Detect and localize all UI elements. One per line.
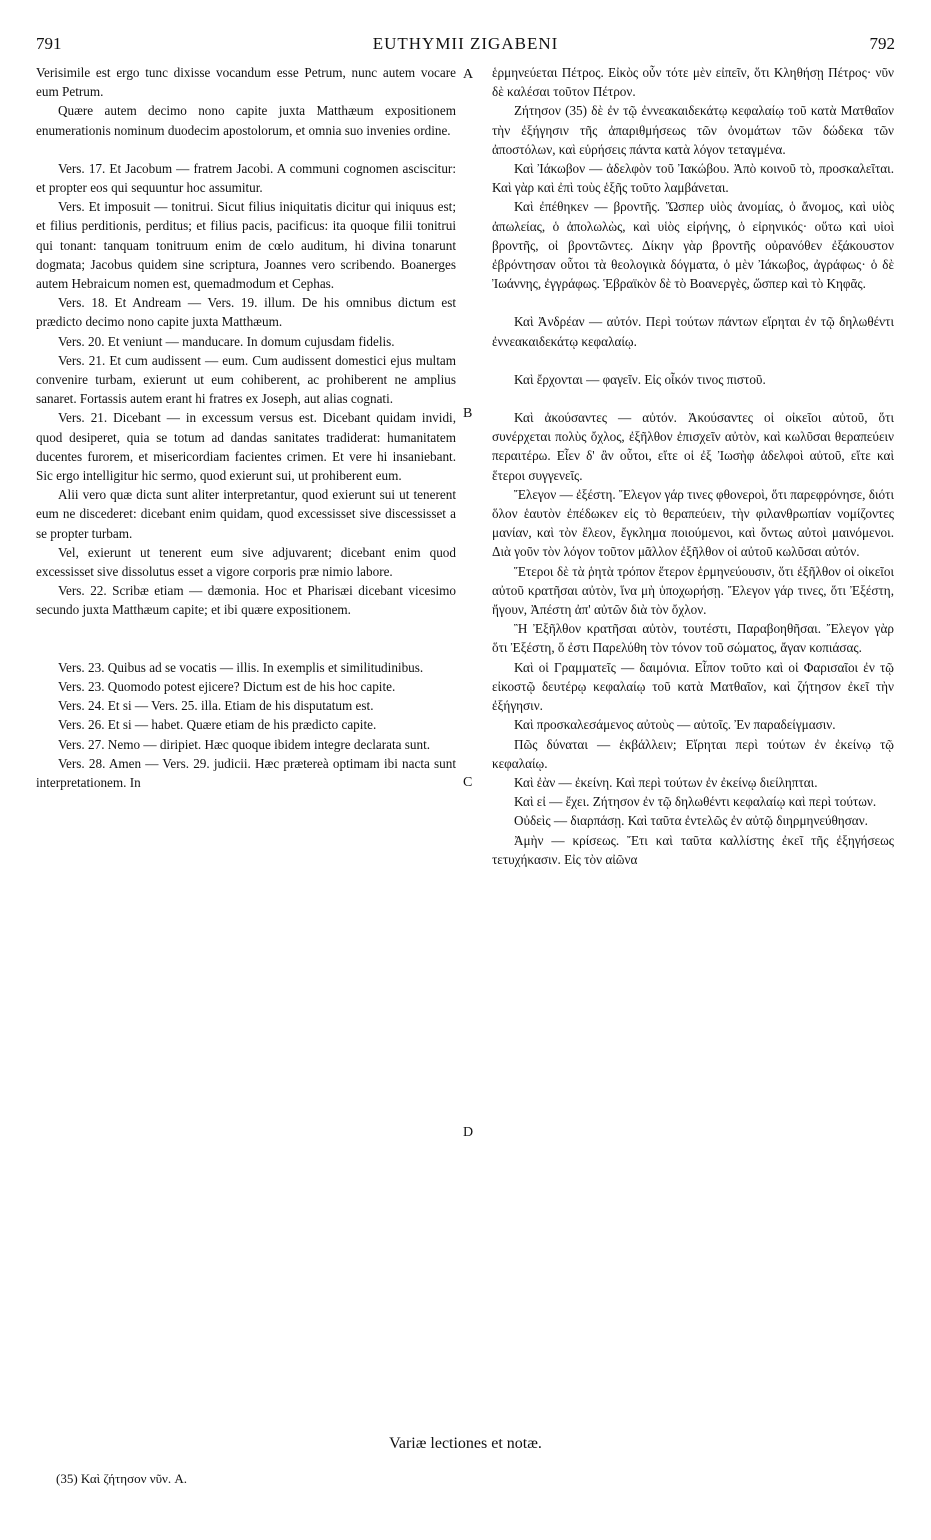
margin-letter-b: B xyxy=(463,406,473,421)
greek-paragraph: Καὶ ἀκούσαντες — αὐτόν. Ἀκούσαντες οἱ οἰκεῖοι αὐτοῦ, ὅτι συνέρχεται πολὺς ὄχλος, ἐξῆλθον ἐπισχεῖν αὐτὸν, καὶ κωλῦσαι θεραπεύειν περαιτέρω. Εἶεν δ' ἂν οὗτοι, εἴτε οἱ ἐξ Ἰωσὴφ ἀδελφοὶ αὐτοῦ, εἴτε καὶ ἕτεροι συγγενεῖς. xyxy=(492,410,894,483)
greek-paragraph: Καὶ Ἰάκωβον — ἀδελφὸν τοῦ Ἰακώβου. Ἀπὸ κοινοῦ τὸ, προσκαλεῖται. Καὶ γὰρ καὶ ἐπὶ τοὺς ἑξῆς τοῦτο λαμβάνεται. xyxy=(492,161,894,196)
greek-paragraph: Καὶ οἱ Γραμματεῖς — δαιμόνια. Εἶπον τοῦτο καὶ οἱ Φαρισαῖοι ἐν τῷ εἰκοστῷ δευτέρῳ κεφαλαίῳ τοῦ κατὰ Ματθαῖον, καὶ ζήτησον ἐκεῖ τὴν ἐξήγησιν. xyxy=(492,659,894,714)
margin-letter-d: D xyxy=(463,1125,474,1140)
paragraph-gap xyxy=(492,293,894,312)
latin-paragraph: Vers. 21. Et cum audissent — eum. Cum audissent domestici ejus multam convenire turbam, exierunt ut eum cohiberent, ac prohiberent ne amplius sanaret. Fortassis autem erant hi fratres ex Joseph, aut alias cognati. xyxy=(36,352,456,407)
footnote: (35) Καὶ ζήτησον νῦν. A. xyxy=(56,1471,188,1486)
greek-paragraph: Ἀμὴν — κρίσεως. Ἔτι καὶ ταῦτα καλλίστης ἐκεῖ τῆς ἐξηγήσεως τετυχήκασιν. Εἰς τὸν αἰῶνα xyxy=(492,832,894,867)
latin-paragraph: Vers. Et imposuit — tonitrui. Sicut filius iniquitatis dicitur qui iniquus est; et filius perditionis, perditus; et filius pacis, pacificus: ita quoque filii tonitrui qui tonant: tanquam tonitruum enim de cœlo auditum, hi divina tonarunt dogmata; Jacobus quidem sine scriptura, Joannes vero scribendo. Boanerges autem Hebraicum nomen est, quemadmodum et Cephas. xyxy=(36,199,456,292)
greek-paragraph: Καὶ ἐπέθηκεν — βροντῆς. Ὥσπερ υἱὸς ἀνομίας, ὁ ἄνομος, καὶ υἱὸς ἀπωλείας, ὁ ἀπολωλὼς, καὶ υἱὸς εἰρήνης, ὁ εἰρηνικός· οὕτω καὶ υἱοὶ βροντῆς, οἱ βροντῶντες. Δίκην γὰρ βροντῆς οὐρανόθεν ἐξάκουστον ἐβρόντησαν οὗτοι τὰ θεολογικὰ δόγματα, ὁ μὲν Ἰάκωβος, ἀγράφως· ὁ δὲ Ἰωάννης, ἐγγράφως. Ἑβραϊκὸν δὲ τὸ Βοανεργὲς, ὥσπερ καὶ τὸ Κηφᾶς. xyxy=(492,199,894,292)
page-number-right: 792 xyxy=(869,34,895,53)
latin-paragraph: Vers. 24. Et si — Vers. 25. illa. Etiam de his disputatum est. xyxy=(58,698,374,714)
latin-paragraph: Vers. 17. Et Jacobum — fratrem Jacobi. A communi cognomen asciscitur: et propter eos qui sequuntur hoc assumitur. xyxy=(36,160,456,196)
running-title: EUTHYMII ZIGABENI xyxy=(372,34,559,53)
latin-column xyxy=(36,63,456,792)
greek-paragraph: ἑρμηνεύεται Πέτρος. Εἰκὸς οὖν τότε μὲν εἰπεῖν, ὅτι Κληθήσῃ Πέτρος· νῦν δὲ καλέσαι τοῦτον Πέτρον. xyxy=(492,65,894,100)
greek-paragraph: Καὶ προσκαλεσάμενος αὐτοὺς — αὐτοῖς. Ἐν παραδείγμασιν. xyxy=(514,717,836,733)
latin-paragraph: Vers. 26. Et si — habet. Quære etiam de his prædicto capite. xyxy=(58,717,377,733)
greek-paragraph: Καὶ εἰ — ἔχει. Ζήτησον ἐν τῷ δηλωθέντι κεφαλαίῳ καὶ περὶ τούτων. xyxy=(514,794,877,810)
latin-paragraph: Vers. 23. Quibus ad se vocatis — illis. In exemplis et similitudinibus. xyxy=(58,659,424,675)
latin-paragraph: Quære autem decimo nono capite juxta Matthæum expositionem enumerationis nominum duodecim apostolorum, et omnia suo invenies ordine. xyxy=(36,103,456,138)
greek-paragraph: Καὶ ἐὰν — ἐκείνη. Καὶ περὶ τούτων ἐν ἐκείνῳ διείληπται. xyxy=(514,774,818,790)
paragraph-gap xyxy=(36,620,456,658)
page-header xyxy=(0,34,931,58)
latin-paragraph: Vers. 23. Quomodo potest ejicere? Dictum est de his hoc capite. xyxy=(58,678,396,694)
greek-paragraph: Ἢ Ἐξῆλθον κρατῆσαι αὐτὸν, τουτέστι, Παραβοηθῆσαι. Ἔλεγον γὰρ ὅτι Ἐξέστη, ὅ ἐστι Παρελύθη τὸν τόνον τοῦ σώματος, ἄγαν κοπιάσας. xyxy=(492,621,894,656)
greek-paragraph: Καὶ Ἀνδρέαν — αὐτόν. Περὶ τούτων πάντων εἴρηται ἐν τῷ δηλωθέντι ἐννεακαιδεκάτῳ κεφαλαίῳ. xyxy=(492,314,894,349)
greek-paragraph: Καὶ ἔρχονται — φαγεῖν. Εἰς οἶκόν τινος πιστοῦ. xyxy=(514,371,766,387)
latin-paragraph: Vers. 22. Scribæ etiam — dæmonia. Hoc et Pharisæi dicebant vicesimo secundo juxta Matthæum capite; et ibi quære expositionem. xyxy=(36,583,456,618)
latin-paragraph: Vers. 27. Nemo — diripiet. Hæc quoque ibidem integre declarata sunt. xyxy=(58,736,431,752)
latin-paragraph: Alii vero quæ dicta sunt aliter interpretantur, quod exierunt sui ut tenerent eum ne discederet: dicebant enim quidam, quod excessisset sive discessisset a se propter turbam. xyxy=(36,487,456,541)
latin-paragraph: Vers. 28. Amen — Vers. 29. judicii. Hæc prætereà optimam ibi nacta sunt interpretationem. In xyxy=(36,755,456,790)
latin-paragraph: Vers. 20. Et veniunt — manducare. In domum cujusdam fidelis. xyxy=(58,333,395,349)
latin-paragraph: Vel, exierunt ut tenerent eum sive adjuvarent; dicebant enim quod excessisset sive dissolutus esset a vigore corporis præ nimio labore. xyxy=(36,544,456,580)
notes-title: Variæ lectiones et notæ. xyxy=(389,1435,542,1452)
latin-paragraph: Vers. 21. Dicebant — in excessum versus est. Dicebant quidam invidi, quod desiperet, quia se totum ad dandas sanitates tradiderat: humanitatem ducentes furorem, et misericordiam facientes crimen. Et vere hi insaniebant. Sic ergo intelligitur hic sermo, quod exierunt sui, ut prohiberent eum. xyxy=(36,410,456,484)
paragraph-gap xyxy=(492,389,894,408)
margin-letter-c: C xyxy=(463,775,473,790)
paragraph-gap xyxy=(492,351,894,370)
greek-paragraph: Πῶς δύναται — ἐκβάλλειν; Εἴρηται περὶ τούτων ἐν ἐκείνῳ τῷ κεφαλαίῳ. xyxy=(492,736,894,771)
greek-paragraph: Ἔλεγον — ἐξέστη. Ἔλεγον γάρ τινες φθονεροὶ, ὅτι παρεφρόνησε, διότι ὅλον ἑαυτὸν ἐπέδωκεν εἰς τὸ θεραπεύειν, τὴν φιλανθρωπίαν νομίζοντες μανίαν, καὶ τὸν ἔλεον, ἔγκλημα ποιούμενοι, καὶ ὄντως αὐτοὶ μαινόμενοι. Διὰ γοῦν τὸν λόγον τοῦτον μᾶλλον ἐξῆλθον οἱ αὐτοῦ κωλῦσαι αὐτόν. xyxy=(492,486,894,560)
latin-paragraph: Vers. 18. Et Andream — Vers. 19. illum. De his omnibus dictum est prædicto decimo nono capite juxta Matthæum. xyxy=(36,295,456,330)
paragraph-gap xyxy=(36,140,456,159)
greek-paragraph: Οὐδεὶς — διαρπάσῃ. Καὶ ταῦτα ἐντελῶς ἐν αὐτῷ διηρμηνεύθησαν. xyxy=(514,813,868,829)
greek-paragraph: Ζήτησον (35) δὲ ἐν τῷ ἐννεακαιδεκάτῳ κεφαλαίῳ τοῦ κατὰ Ματθαῖον τὴν ἐξήγησιν τῆς ἀπαριθμήσεως τῶν ὀνομάτων τῶν δώδεκα τῶν ἀποστόλων, καὶ εὑρήσεις πάντα κατὰ λόγον τεταγμένα. xyxy=(492,103,894,157)
greek-paragraph: Ἕτεροι δὲ τὰ ῥητὰ τρόπον ἕτερον ἑρμηνεύουσιν, ὅτι ἐξῆλθον οἱ οἰκεῖοι αὐτοῦ κρατῆσαι αὐτὸν, ἵνα μὴ ὑποχωρήσῃ. Ἔλεγον γάρ τινες, ὅτι Ἐξέστη, ἤγουν, Ἀπέστη ἀπ' αὐτῶν διὰ τὸν ὄχλον. xyxy=(492,563,894,618)
greek-column xyxy=(492,63,894,869)
margin-letter-a: A xyxy=(463,67,474,82)
latin-paragraph: Verisimile est ergo tunc dixisse vocandum esse Petrum, nunc autem vocare eum Petrum. xyxy=(36,65,456,100)
page-number-left: 791 xyxy=(36,34,62,53)
